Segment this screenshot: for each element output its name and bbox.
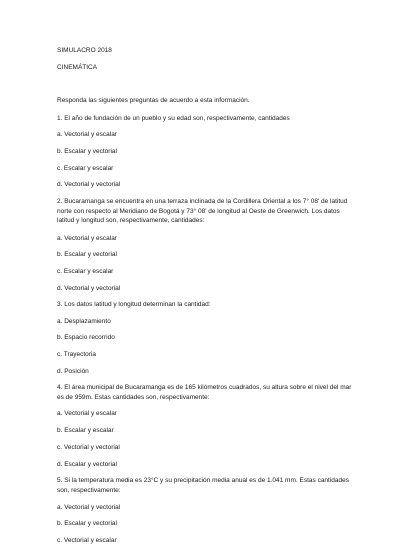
question-5-option-a: a. Vectorial y vectorial	[57, 504, 121, 511]
question-3-option-a: a. Desplazamiento	[57, 318, 111, 325]
question-5-option-b: b. Escalar y vectorial	[57, 520, 117, 527]
question-4-text: 4. El área municipal de Bucaramanga es de 165 kilómetros cuadrados, su altura sobre el nivel del mar es de 959m. Estas cantidades son, respectivamente:	[57, 384, 352, 401]
question-3-option-d: d. Posición	[57, 368, 89, 375]
question-2-option-b: b. Escalar y vectorial	[57, 251, 117, 258]
question-4-option-b: b. Escalar y escalar	[57, 427, 114, 434]
document-subject: CINEMÁTICA	[57, 64, 98, 71]
question-4-option-a: a. Vectorial y escalar	[57, 410, 117, 417]
question-1-option-d: d. Vectorial y vectorial	[57, 181, 121, 188]
document-title: SIMULACRO 2018	[57, 47, 112, 54]
question-2-option-c: c. Escalar y escalar	[57, 268, 114, 275]
question-4-option-c: c. Vectorial y vectorial	[57, 444, 120, 451]
question-1-text: 1. El año de fundación de un pueblo y su edad son, respectivamente, cantidades	[57, 115, 290, 122]
question-2-option-d: d. Vectorial y vectorial	[57, 285, 121, 292]
question-3-option-c: c. Trayectoria	[57, 351, 97, 358]
question-5-text: 5. Si la temperatura media es 23°C y su precipitación media anual es de 1.041 mm. Estas cantidades son, respectivamente:	[57, 477, 350, 494]
question-1-option-c: c. Escalar y escalar	[57, 165, 114, 172]
question-3-option-b: b. Espacio recorrido	[57, 334, 115, 341]
question-1-option-a: a. Vectorial y escalar	[57, 131, 117, 138]
question-3-text: 3. Los datos latitud y longitud determinan la cantidad:	[57, 301, 211, 308]
question-5-option-c: c. Vectorial y escalar	[57, 537, 117, 544]
instructions-text: Responda las siguientes preguntas de acuerdo a esta información.	[57, 97, 250, 104]
question-1-option-b: b. Escalar y vectorial	[57, 148, 117, 155]
question-2-option-a: a. Vectorial y escalar	[57, 235, 117, 242]
question-2-text: 2. Bucaramanga se encuentra en una terraza inclinada de la Cordillera Oriental a los 7° 08' de latitud norte con respecto al Meridiano de Bogotá y 73° 08' de longitud al Oeste de Greenwich. Los datos latitud y longitud son, respectivamente, cantidades:	[57, 198, 348, 224]
question-4-option-d: d. Escalar y vectorial	[57, 461, 117, 468]
